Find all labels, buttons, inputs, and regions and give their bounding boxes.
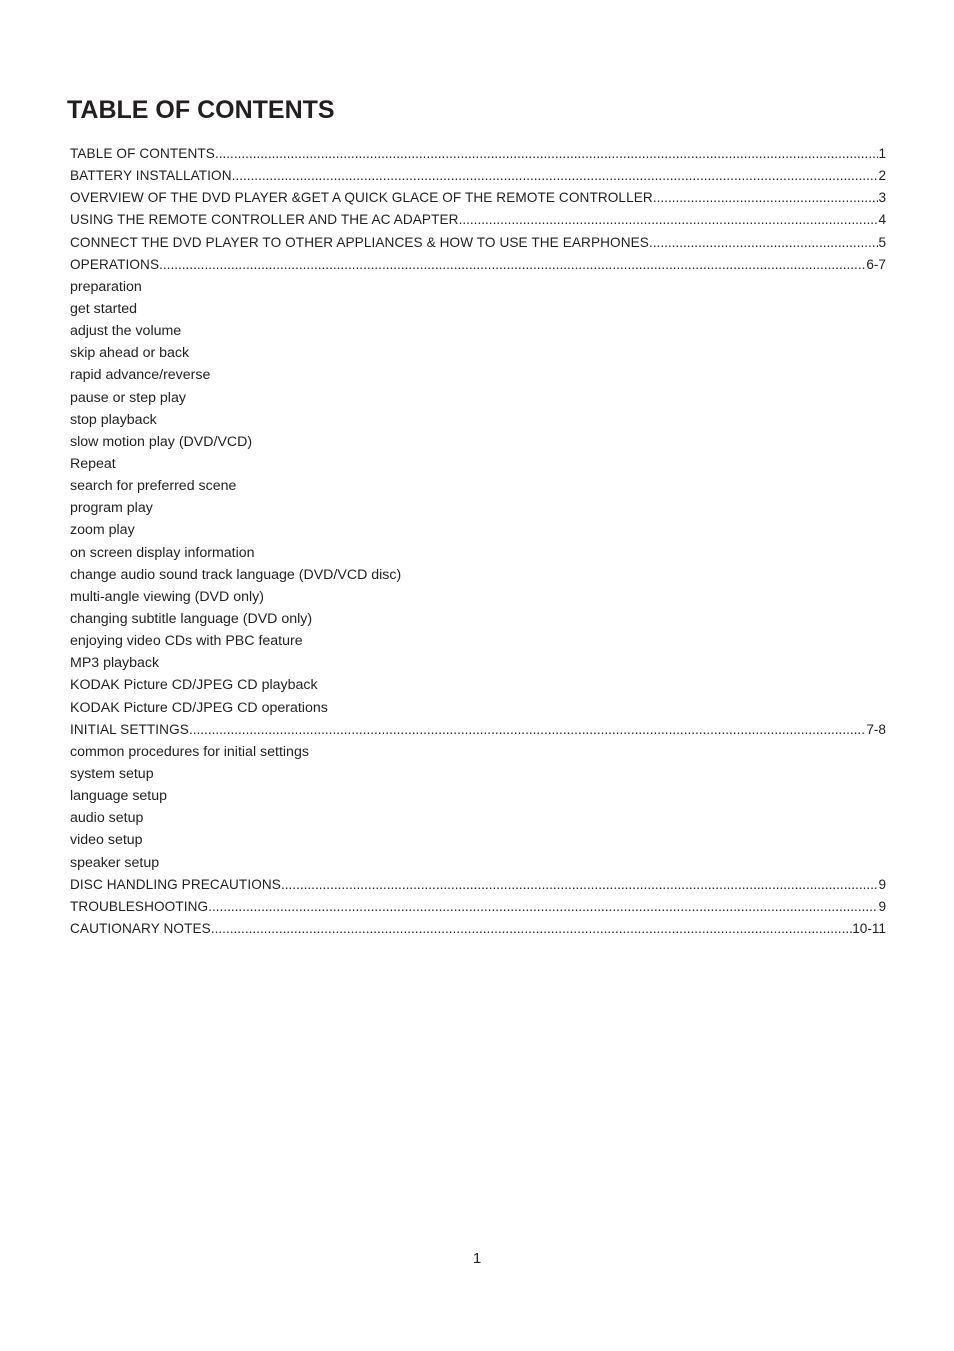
toc-dot-leader: [211, 918, 852, 940]
toc-entry-label: audio setup: [70, 810, 144, 827]
toc-entry-label: video setup: [70, 832, 143, 849]
toc-entry-label: adjust the volume: [70, 323, 182, 340]
toc-entry-subsection: [70, 364, 886, 386]
toc-entry-subsection: [70, 741, 886, 763]
toc-entry-subsection: [70, 497, 886, 519]
toc-entry-section: [70, 143, 886, 165]
page-title: TABLE OF CONTENTS: [67, 96, 335, 124]
toc-entry-label: CAUTIONARY NOTES: [70, 920, 211, 936]
toc-dot-leader: [232, 165, 879, 187]
toc-entry-page: 2: [878, 168, 886, 184]
toc-entry-label: CONNECT THE DVD PLAYER TO OTHER APPLIANCES & HOW TO USE THE EARPHONES: [70, 234, 649, 250]
toc-entry-label: enjoying video CDs with PBC feature: [70, 633, 303, 650]
toc-entry-page: 9: [878, 876, 886, 892]
toc-entry-label: get started: [70, 300, 138, 317]
toc-entry-section: [70, 254, 886, 276]
toc-entry-label: on screen display information: [70, 544, 255, 561]
toc-entry-subsection: [70, 852, 886, 874]
toc-entry-label: pause or step play: [70, 389, 186, 406]
toc-entry-label: search for preferred scene: [70, 478, 237, 495]
toc-entry-section: [70, 165, 886, 187]
toc-entry-label: MP3 playback: [70, 655, 160, 672]
toc-entry-subsection: [70, 763, 886, 785]
page-number: 1: [472, 1250, 482, 1267]
toc-entry-subsection: [70, 387, 886, 409]
toc-entry-label: skip ahead or back: [70, 345, 190, 362]
toc-entry-page: 6-7: [866, 256, 886, 272]
toc-entry-subsection: [70, 276, 886, 298]
toc-entry-subsection: [70, 519, 886, 541]
toc-entry-subsection: [70, 475, 886, 497]
toc-entry-subsection: [70, 652, 886, 674]
toc-entry-page: 9: [878, 898, 886, 914]
toc-entry-subsection: [70, 298, 886, 320]
toc-entry-section: [70, 874, 886, 896]
toc-entry-page: 5: [878, 234, 886, 250]
toc-dot-leader: [189, 719, 866, 741]
toc-dot-leader: [649, 232, 878, 254]
toc-entry-label: preparation: [70, 278, 142, 295]
toc-entry-label: OPERATIONS: [70, 256, 160, 272]
toc-entry-subsection: [70, 431, 886, 453]
toc-entry-page: 1: [878, 146, 886, 161]
toc-dot-leader: [159, 254, 866, 276]
toc-entry-label: rapid advance/reverse: [70, 367, 211, 384]
toc-entry-subsection: [70, 829, 886, 851]
toc-entry-label: program play: [70, 500, 153, 517]
toc-entry-section: [70, 918, 886, 940]
toc-entry-label: USING THE REMOTE CONTROLLER AND THE AC ADAPTER: [70, 212, 459, 228]
toc-entry-subsection: [70, 674, 886, 696]
toc-entry-subsection: [70, 409, 886, 431]
toc-entry-label: OVERVIEW OF THE DVD PLAYER &GET A QUICK GLACE OF THE REMOTE CONTROLLER: [70, 190, 653, 206]
toc-entry-subsection: [70, 807, 886, 829]
toc-entry-label: multi-angle viewing (DVD only): [70, 588, 264, 605]
toc-entry-subsection: [70, 320, 886, 342]
toc-dot-leader: [281, 874, 878, 896]
toc-entry-label: zoom play: [70, 522, 135, 539]
toc-entry-label: slow motion play (DVD/VCD): [70, 433, 253, 450]
toc-entry-label: KODAK Picture CD/JPEG CD operations: [70, 699, 328, 716]
toc-dot-leader: [215, 143, 878, 165]
toc-entry-page: 3: [878, 190, 886, 206]
table-of-contents: [70, 143, 886, 940]
toc-entry-section: [70, 896, 886, 918]
toc-entry-subsection: [70, 785, 886, 807]
toc-entry-subsection: [70, 564, 886, 586]
toc-entry-subsection: [70, 453, 886, 475]
toc-entry-section: [70, 719, 886, 741]
toc-entry-page: 10-11: [852, 920, 886, 936]
toc-dot-leader: [208, 896, 878, 918]
toc-entry-label: common procedures for initial settings: [70, 743, 309, 760]
toc-entry-subsection: [70, 608, 886, 630]
toc-entry-section: [70, 209, 886, 231]
toc-entry-subsection: [70, 697, 886, 719]
toc-entry-page: 7-8: [866, 721, 886, 737]
toc-entry-label: changing subtitle language (DVD only): [70, 610, 313, 627]
toc-dot-leader: [653, 187, 879, 209]
toc-entry-label: speaker setup: [70, 854, 160, 871]
toc-entry-subsection: [70, 542, 886, 564]
toc-dot-leader: [459, 209, 879, 231]
toc-entry-label: BATTERY INSTALLATION: [70, 168, 232, 184]
toc-entry-section: [70, 232, 886, 254]
toc-entry-label: change audio sound track language (DVD/VCD disc): [70, 566, 402, 583]
toc-entry-subsection: [70, 630, 886, 652]
toc-entry-label: stop playback: [70, 411, 157, 428]
toc-entry-label: INITIAL SETTINGS: [70, 721, 189, 737]
toc-entry-label: Repeat: [70, 455, 116, 472]
toc-entry-label: KODAK Picture CD/JPEG CD playback: [70, 677, 318, 694]
toc-entry-subsection: [70, 342, 886, 364]
toc-entry-subsection: [70, 586, 886, 608]
toc-entry-page: 4: [878, 212, 886, 228]
toc-entry-label: TABLE OF CONTENTS: [70, 146, 215, 161]
toc-entry-section: [70, 187, 886, 209]
toc-entry-label: DISC HANDLING PRECAUTIONS: [70, 876, 281, 892]
toc-entry-label: system setup: [70, 765, 154, 782]
toc-entry-label: language setup: [70, 788, 168, 805]
toc-entry-label: TROUBLESHOOTING: [70, 898, 209, 914]
